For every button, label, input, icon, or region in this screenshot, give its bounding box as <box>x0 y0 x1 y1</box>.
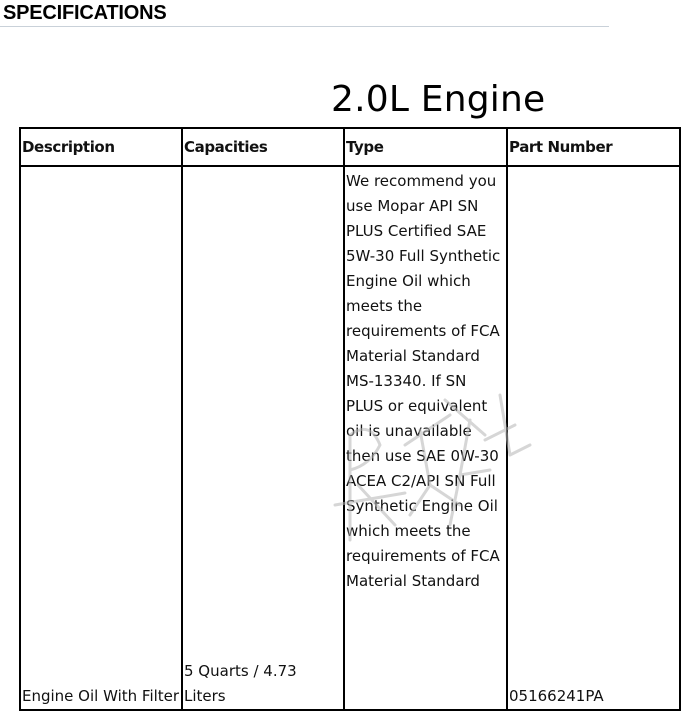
cell-capacities: 5 Quarts / 4.73 Liters <box>182 166 344 710</box>
cell-description: Engine Oil With Filter <box>20 166 182 710</box>
table-row <box>20 166 680 710</box>
table-header-row <box>20 128 680 166</box>
header-capacities: Capacities <box>182 128 344 166</box>
cell-type: We recommend you use Mopar API SN PLUS Certified SAE 5W-30 Full Synthetic Engine Oil which meets the requirements of FCA Material Standard MS-13340. If SN PLUS or equivalent oil is unavailable then use SAE 0W-30 ACEA C2/API SN Full Synthetic Engine Oil which meets the requirements of FCA Material Standard <box>344 166 507 710</box>
header-description: Description <box>20 128 182 166</box>
engine-title: 2.0L Engine <box>331 79 546 120</box>
cell-part-number <box>507 166 680 710</box>
section-header <box>0 0 609 27</box>
section-title: SPECIFICATIONS <box>3 2 167 24</box>
specifications-table <box>19 127 681 711</box>
header-type: Type <box>344 128 507 166</box>
header-part-number: Part Number <box>507 128 680 166</box>
part-number-text: 05166241PA <box>509 687 604 705</box>
